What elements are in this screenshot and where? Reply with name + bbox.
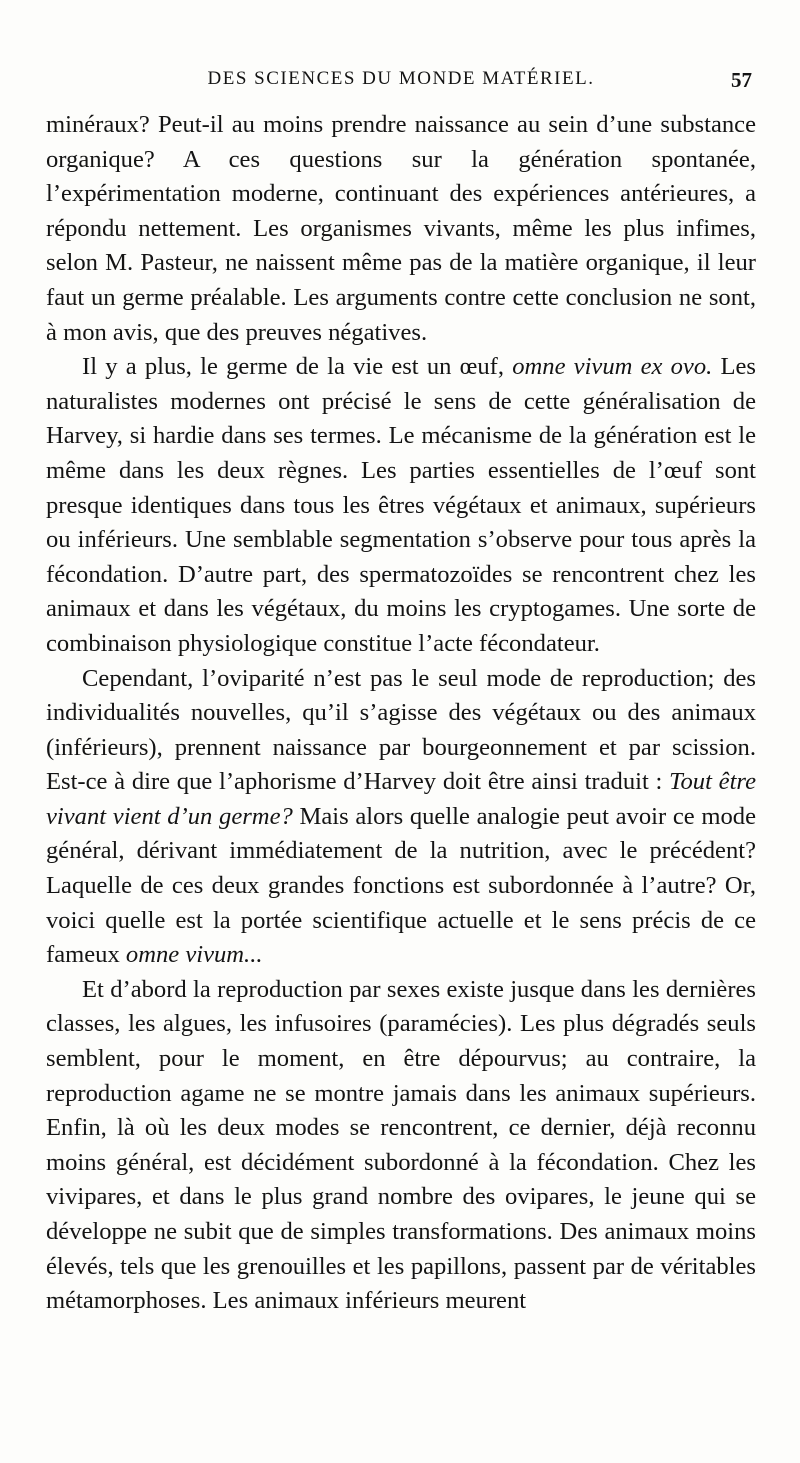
body-text	[46, 108, 756, 1319]
paragraph-1	[46, 108, 756, 350]
italic-quote: Tout être vivant vient d’un germe?	[46, 768, 756, 830]
running-title: DES SCIENCES DU MONDE MATÉRIEL.	[207, 68, 595, 89]
page-header	[46, 68, 756, 102]
paragraph-3	[46, 662, 756, 973]
paragraph-4	[46, 973, 756, 1319]
paragraph-text: Et d’abord la reproduction par sexes existe jusque dans les dernières classes, les algues, les infusoires (paramécies). Les plus dégradés seuls semblent, pour le moment, en être dépourvus; au contraire, la reproduction agame ne se montre jamais dans les animaux supérieurs. Enfin, là où les deux modes se rencontrent, ce dernier, déjà reconnu moins général, est décidément subordonné à la fécondation. Chez les vivipares, et dans le plus grand nombre des ovipares, le jeune qui se développe ne subit que de simples transformations. Des animaux moins élevés, tels que les grenouilles et les papillons, passent par de véritables métamorphoses. Les animaux inférieurs meurent	[46, 975, 756, 1315]
page-number: 57	[731, 68, 752, 92]
paragraph-2	[46, 350, 756, 661]
paragraph-text: Cependant, l’oviparité n’est pas le seul mode de reproduction; des individualités nouvelles, qu’il s’agisse des végétaux ou des animaux (inférieurs), prennent naissance par bourgeonnement et par scission. Est-ce à dire que l’aphorisme d’Harvey doit être ainsi traduit :	[46, 664, 756, 796]
latin-quote: omne vivum ex ovo.	[512, 353, 713, 381]
latin-quote: omne vivum...	[125, 941, 263, 969]
paragraph-text: Mais alors quelle analogie peut avoir ce mode général, dérivant immédiatement de la nutrition, avec le précédent? Laquelle de ces deux grandes fonctions est subordonnée à l’autre? Or, voici quelle est la portée scientifique actuelle et le sens précis de ce fameux	[46, 802, 756, 969]
paragraph-text: minéraux? Peut-il au moins prendre naissance au sein d’une substance organique? A ces questions sur la génération spontanée, l’expérimentation moderne, continuant des expériences antérieures, a répondu nettement. Les organismes vivants, même les plus infimes, selon M. Pasteur, ne naissent même pas de la matière organique, il leur faut un germe préalable. Les arguments contre cette conclusion ne sont, à mon avis, que des preuves négatives.	[46, 111, 756, 346]
paragraph-text: Il y a plus, le germe de la vie est un œuf,	[82, 353, 513, 381]
paragraph-text: Les naturalistes modernes ont précisé le sens de cette généralisation de Harvey, si hardie dans ses termes. Le mécanisme de la génération est le même dans les deux règnes. Les parties essentielles de l’œuf sont presque identiques dans tous les êtres végétaux et animaux, supérieurs ou inférieurs. Une semblable segmentation s’observe pour tous après la fécondation. D’autre part, des spermatozoïdes se rencontrent chez les animaux et dans les végétaux, du moins les cryptogames. Une sorte de combinaison physiologique constitue l’acte fécondateur.	[46, 353, 756, 657]
